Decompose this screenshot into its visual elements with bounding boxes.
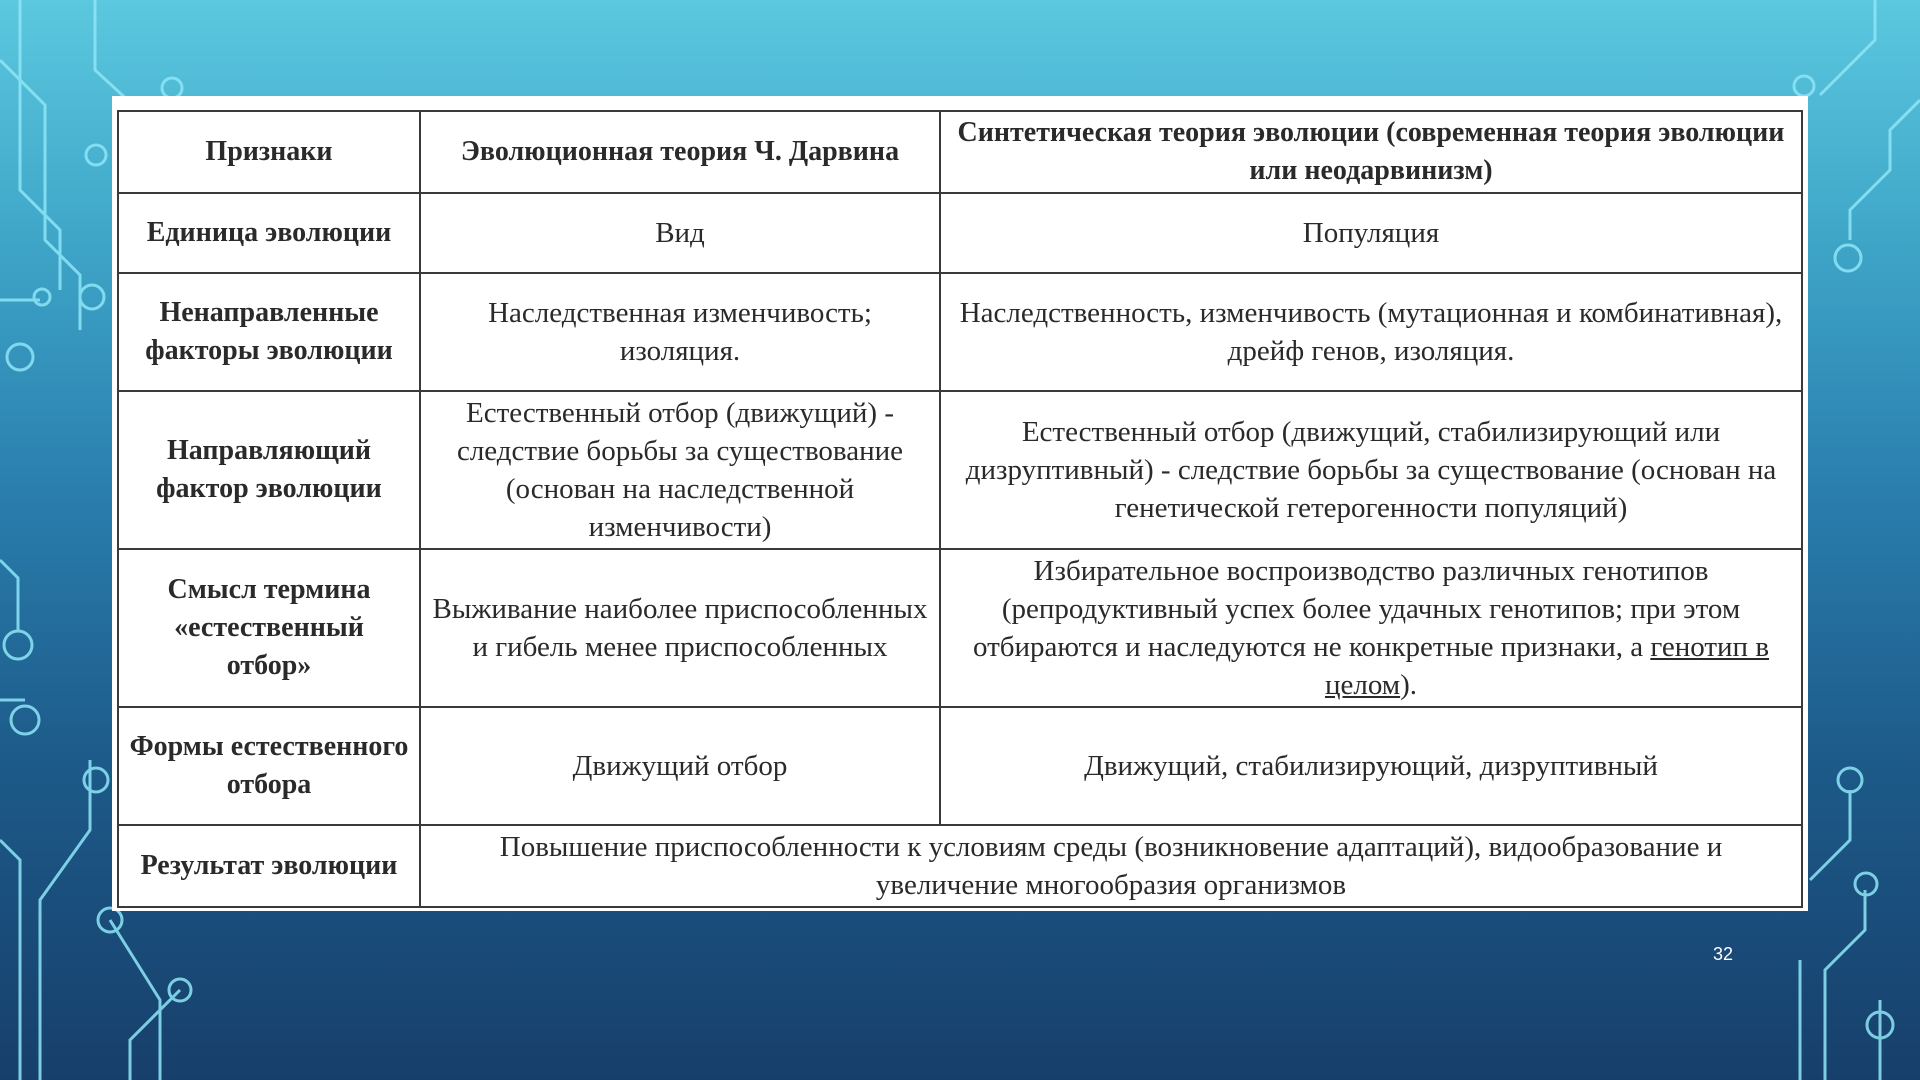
row-darwin-cell: Выживание наиболее приспособленных и гибель менее приспособленных	[420, 549, 940, 707]
header-features: Признаки	[118, 111, 420, 193]
row-synthetic-cell: Естественный отбор (движущий, стабилизирующий или дизруптивный) - следствие борьбы за существование (основан на генетической гетерогенности популяций)	[940, 391, 1802, 549]
header-darwin-theory: Эволюционная теория Ч. Дарвина	[420, 111, 940, 193]
table-row	[118, 273, 1802, 391]
table-row	[118, 707, 1802, 825]
row-synthetic-cell: Популяция	[940, 193, 1802, 273]
table-row	[118, 549, 1802, 707]
row-darwin-cell: Вид	[420, 193, 940, 273]
header-synthetic-theory: Синтетическая теория эволюции (современная теория эволюции или неодарвинизм)	[940, 111, 1802, 193]
row-feature-label: Единица эволюции	[118, 193, 420, 273]
table-header-row	[118, 111, 1802, 193]
row-feature-label: Ненаправленные факторы эволюции	[118, 273, 420, 391]
row-feature-label: Смысл термина «естественный отбор»	[118, 549, 420, 707]
row-feature-label: Формы естественного отбора	[118, 707, 420, 825]
row-synthetic-cell: Движущий, стабилизирующий, дизруптивный	[940, 707, 1802, 825]
row-feature-label: Направляющий фактор эволюции	[118, 391, 420, 549]
table-row	[118, 825, 1802, 907]
row-feature-label: Результат эволюции	[118, 825, 420, 907]
synthetic-text-before: Избирательное воспроизводство различных генотипов (репродуктивный успех более удачных генотипов; при этом отбираются и наследуются не конкретные признаки, а	[972, 555, 1741, 663]
comparison-table-image	[112, 96, 1808, 911]
row-synthetic-cell: Наследственность, изменчивость (мутационная и комбинативная), дрейф генов, изоляция.	[940, 273, 1802, 391]
slide-number: 32	[1712, 944, 1734, 964]
evolution-comparison-table	[117, 110, 1803, 908]
row-merged-result-cell: Повышение приспособленности к условиям среды (возникновение адаптаций), видообразование и увеличение многообразия организмов	[420, 825, 1802, 907]
table-row	[118, 193, 1802, 273]
row-darwin-cell: Движущий отбор	[420, 707, 940, 825]
synthetic-text-after: ).	[1400, 669, 1418, 701]
synthetic-text-underlined: генотип в целом	[1324, 631, 1770, 701]
row-darwin-cell: Естественный отбор (движущий) - следствие борьбы за существование (основан на наследственной изменчивости)	[420, 391, 940, 549]
row-darwin-cell: Наследственная изменчивость; изоляция.	[420, 273, 940, 391]
table-row	[118, 391, 1802, 549]
row-synthetic-cell	[940, 549, 1802, 707]
